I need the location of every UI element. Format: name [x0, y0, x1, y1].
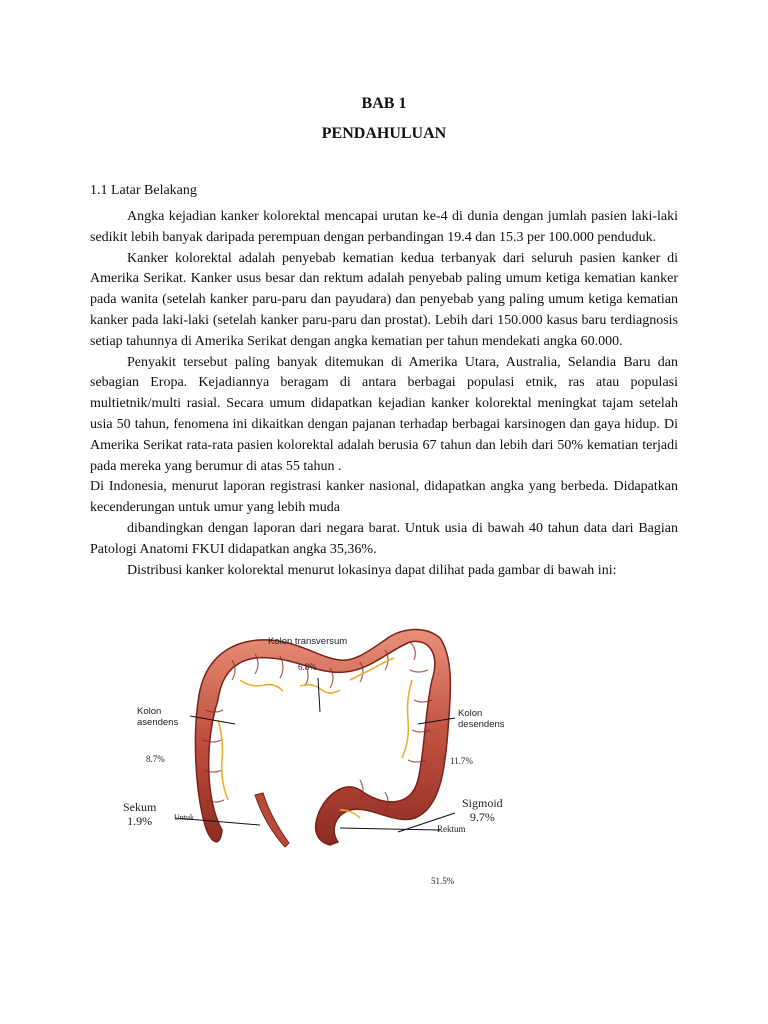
colon-illustration [0, 620, 768, 900]
appendix-shape [255, 793, 289, 847]
paragraph-4: Di Indonesia, menurut laporan registrasi kanker nasional, didapatkan angka yang berbeda. Didapatkan kecenderungan untuk umur yang lebih muda [90, 479, 678, 516]
pct-rektum: 51.5% [431, 876, 455, 886]
section-heading: 1.1 Latar Belakang [90, 183, 197, 198]
chapter-subtitle: PENDAHULUAN [321, 125, 447, 142]
colon-vessels [218, 658, 412, 818]
paragraph-3: Penyakit tersebut paling banyak ditemukan di Amerika Utara, Australia, Selandia Baru dan sebagian Eropa. Kejadiannya beragam di antara berbagai populasi etnik, ras atau populasi multietnik/multi rasial. Secara umum didapatkan kejadian kanker kolorektal meningkat tajam setelah usia 50 tahun, fenomena ini dikaitkan dengan pajanan terhadap berbagai karsinogen dan gaya hidup. Di Amerika Serikat rata-rata pasien kolorektal adalah berusia 67 tahun dan lebih dari 50% kematian terjadi pada mereka yang berumur di atas 55 tahun . [90, 354, 678, 474]
label-rektum: Rektum [437, 824, 466, 834]
paragraph-2: Kanker kolorektal adalah penyebab kematian kedua terbanyak dari seluruh pasien kanker di Amerika Serikat. Kanker usus besar dan rektum adalah penyebab paling umum ketiga kematian kanker pada wanita (setelah kanker paru-paru dan payudara) dan penyebab yang paling umum ketiga kematian kanker pada laki-laki (setelah kanker paru-paru dan prostat). Lebih dari 150.000 kasus baru terdiagnosis setiap tahunnya di Amerika Serikat dengan angka kematian per tahun mendekati angka 60.000. [90, 250, 678, 349]
label-sekum-name: Sekum [123, 800, 157, 814]
label-sigmoid-name: Sigmoid [462, 796, 503, 810]
label-kolon-transversum: Kolon transversum [268, 636, 348, 647]
label-kolon-asendens: Kolon asendens [137, 706, 179, 728]
chapter-title: BAB 1 [361, 95, 407, 112]
label-untuk: Untuk [174, 813, 194, 822]
pct-sigmoid: 9.7% [469, 810, 495, 824]
paragraph-6: Distribusi kanker kolorektal menurut lokasinya dapat dilihat pada gambar di bawah ini: [127, 562, 617, 578]
pct-kolon-desendens: 11.7% [450, 756, 473, 766]
pct-sekum: 1.9% [127, 814, 153, 828]
pct-kolon-transversum: 6.8% [298, 662, 317, 672]
pct-kolon-asendens: 8.7% [146, 754, 165, 764]
colon-distribution-figure [0, 620, 768, 900]
body-text [90, 207, 678, 581]
label-sigmoid [462, 796, 503, 824]
paragraph-1: Angka kejadian kanker kolorektal mencapai urutan ke-4 di dunia dengan jumlah pasien laki-laki sedikit lebih banyak daripada perempuan dengan perbandingan 19.4 dan 15.3 per 100.000 penduduk. [90, 209, 678, 245]
paragraph-5: dibandingkan dengan laporan dari negara barat. Untuk usia di bawah 40 tahun data dari Bagian Patologi Anatomi FKUI didapatkan angka 35,36%. [90, 520, 678, 557]
label-kolon-desendens: Kolon desendens [458, 708, 505, 730]
label-sekum [123, 800, 156, 828]
